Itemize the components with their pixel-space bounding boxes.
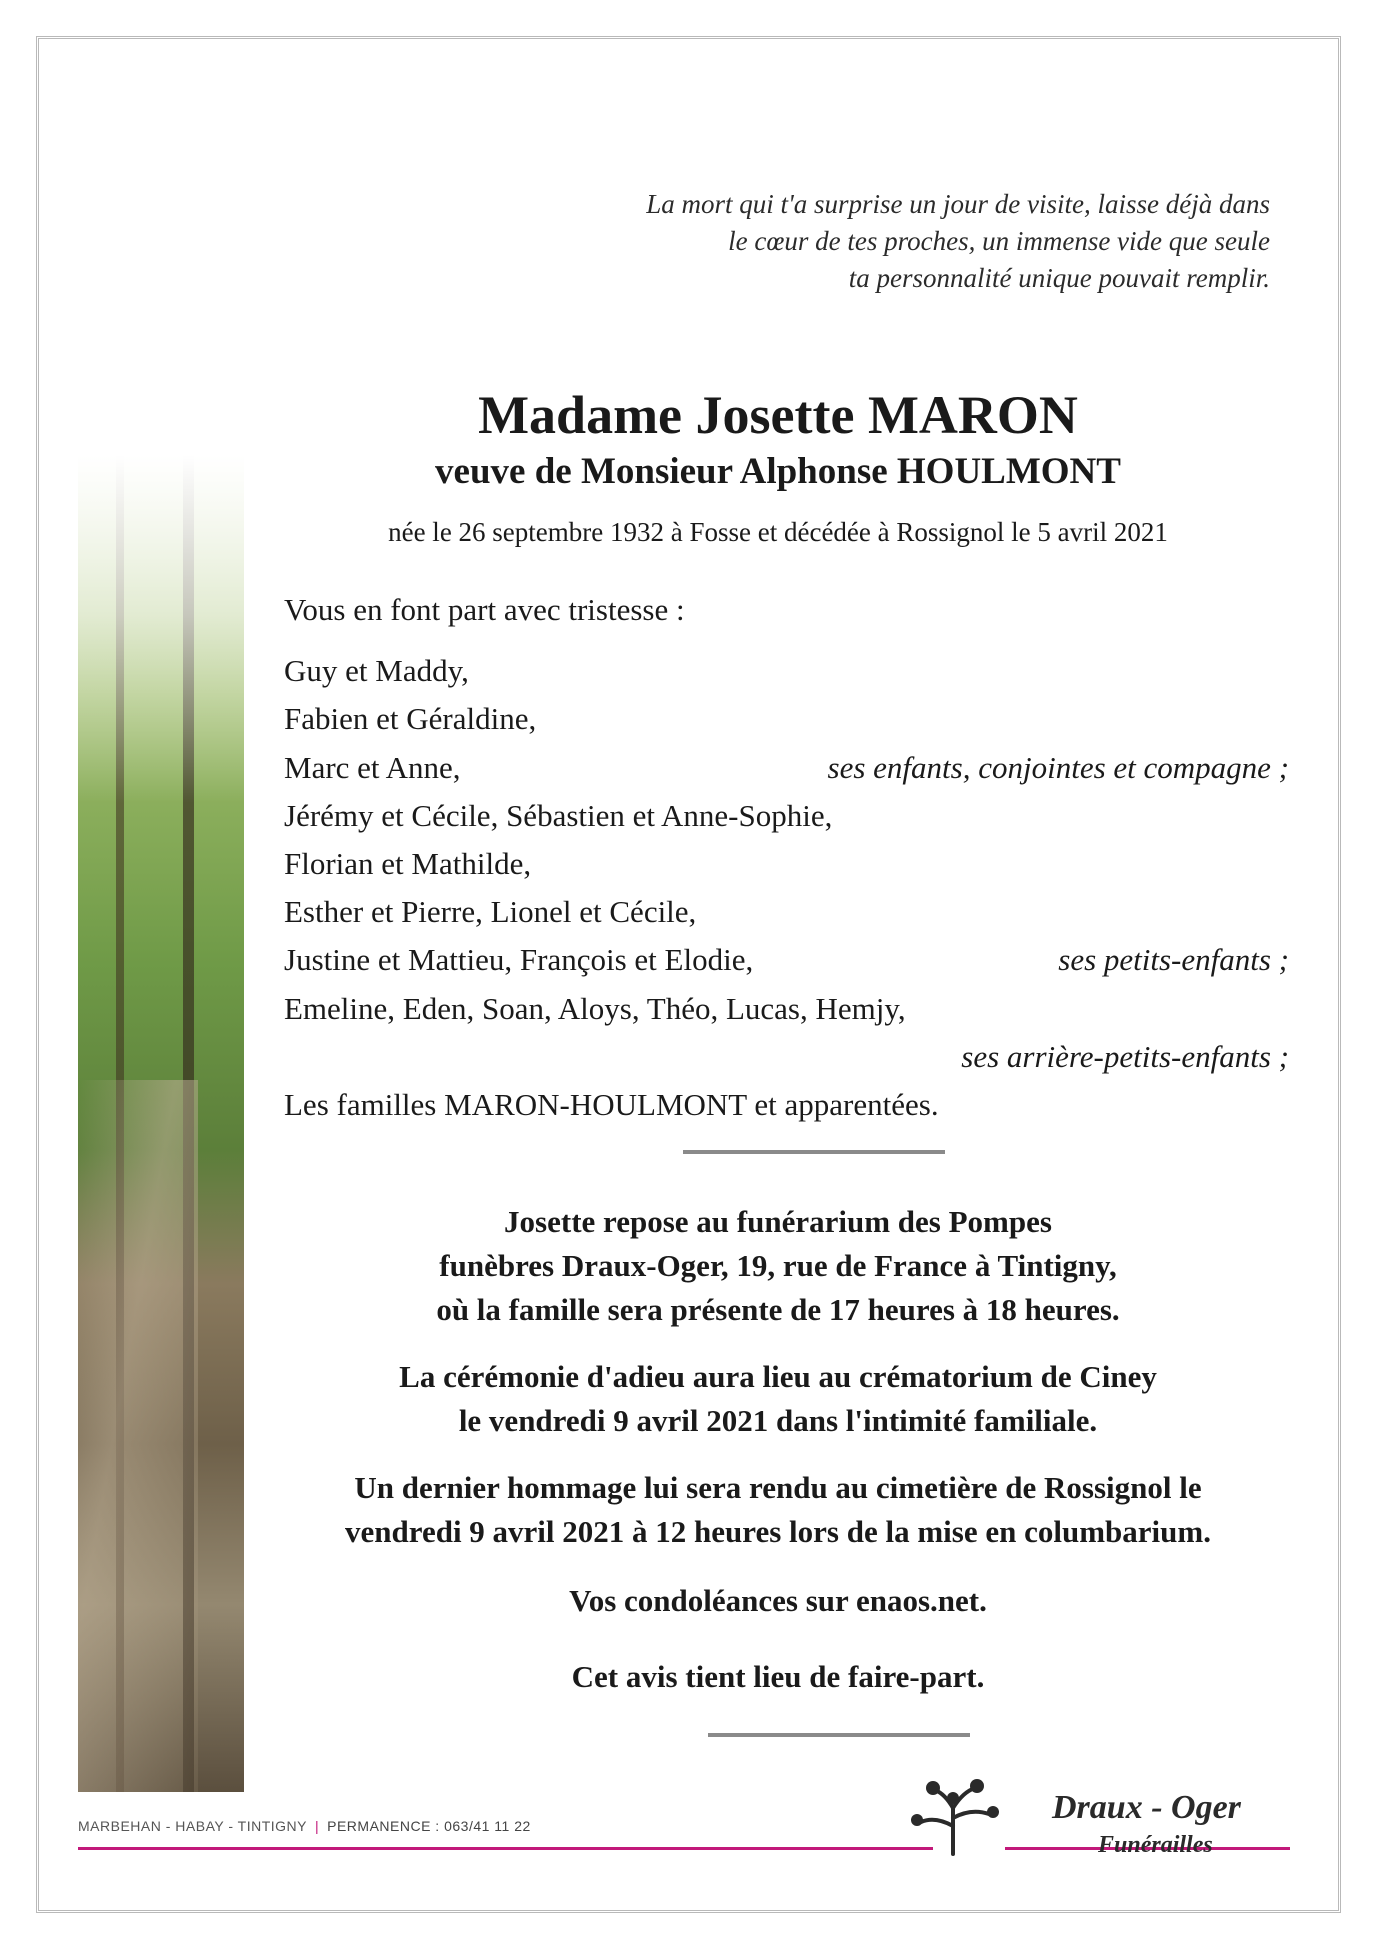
family-role: ses petits-enfants ; [1058, 942, 1289, 978]
family-names: Emeline, Eden, Soan, Aloys, Théo, Lucas, Hemjy, [284, 990, 906, 1026]
family-role: ses arrière-petits-enfants ; [961, 1038, 1289, 1074]
brand-subtitle: Funérailles [1098, 1832, 1213, 1858]
divider [708, 1733, 970, 1737]
family-line [284, 647, 1289, 695]
widow-of: veuve de Monsieur Alphonse HOULMONT [435, 451, 1121, 492]
notice-line: le vendredi 9 avril 2021 dans l'intimité familiale. [458, 1403, 1098, 1438]
family-announcement [284, 586, 1289, 1129]
family-line [284, 840, 1289, 888]
family-names: Fabien et Géraldine, [284, 701, 537, 737]
family-line [284, 936, 1289, 984]
quote-line: La mort qui t'a surprise un jour de visite, laisse déjà dans [646, 189, 1270, 219]
family-names: Jérémy et Cécile, Sébastien et Anne-Sophie, [284, 797, 833, 833]
announcement-intro: Vous en font part avec tristesse : [284, 592, 685, 627]
epigraph-quote [646, 186, 1270, 297]
forest-path-trail [78, 1080, 198, 1792]
tribute-notice [243, 1466, 1313, 1554]
notice-line: funèbres Draux-Oger, 19, rue de France à Tintigny, [439, 1248, 1117, 1283]
brand-name: Draux - Oger [1052, 1789, 1241, 1826]
footer-locations: MARBEHAN - HABAY - TINTIGNY [78, 1818, 307, 1834]
family-names: Guy et Maddy, [284, 653, 469, 689]
family-line [284, 695, 1289, 743]
tree-icon [905, 1778, 1005, 1856]
family-names: Florian et Mathilde, [284, 845, 532, 881]
family-names: Esther et Pierre, Lionel et Cécile, [284, 894, 697, 930]
family-role: ses enfants, conjointes et compagne ; [827, 749, 1289, 785]
family-line [284, 792, 1289, 840]
notice-line: La cérémonie d'adieu aura lieu au crématorium de Ciney [399, 1359, 1157, 1394]
family-names: Marc et Anne, [284, 749, 461, 785]
family-line [284, 1081, 1289, 1129]
deceased-name: Madame Josette MARON [478, 385, 1078, 445]
notice-line: Un dernier hommage lui sera rendu au cimetière de Rossignol le [354, 1470, 1202, 1505]
footer-accent-line [78, 1847, 933, 1850]
notice-line: Josette repose au funérarium des Pompes [504, 1204, 1052, 1239]
ceremony-notice [243, 1355, 1313, 1443]
notice-line: où la famille sera présente de 17 heures à 18 heures. [436, 1292, 1120, 1327]
faire-part-notice: Cet avis tient lieu de faire-part. [571, 1659, 985, 1694]
family-names: Justine et Mattieu, François et Elodie, [284, 942, 754, 978]
funerarium-notice [243, 1200, 1313, 1332]
family-names: Les familles MARON-HOULMONT et apparentées. [284, 1086, 939, 1122]
condolences-notice: Vos condoléances sur enaos.net. [569, 1583, 987, 1618]
quote-line: ta personnalité unique pouvait remplir. [848, 263, 1270, 293]
quote-line: le cœur de tes proches, un immense vide que seule [728, 226, 1270, 256]
footer-permanence: PERMANENCE : 063/41 11 22 [327, 1818, 531, 1834]
footer-contact [78, 1818, 531, 1834]
notice-line: vendredi 9 avril 2021 à 12 heures lors de la mise en columbarium. [345, 1514, 1211, 1549]
family-line [284, 985, 1289, 1033]
family-line [284, 744, 1289, 792]
divider [683, 1150, 945, 1154]
footer-separator: | [314, 1818, 320, 1834]
family-line [284, 888, 1289, 936]
family-line [284, 1033, 1289, 1081]
birth-death-dates: née le 26 septembre 1932 à Fosse et décédée à Rossignol le 5 avril 2021 [388, 517, 1168, 547]
